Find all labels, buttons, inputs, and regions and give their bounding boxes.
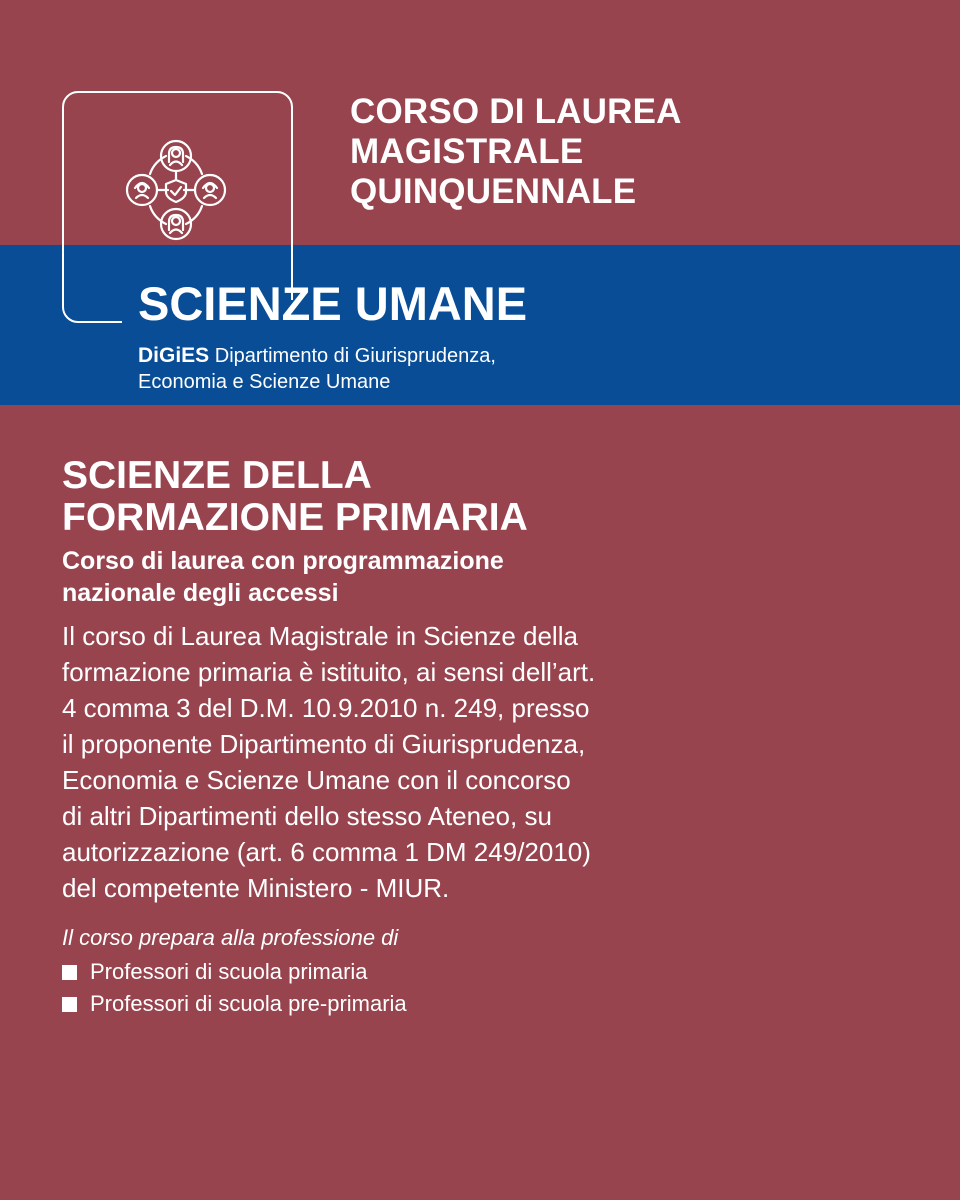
department-name (138, 343, 496, 395)
description-line: Il corso di Laurea Magistrale in Scienze della (62, 621, 578, 651)
square-bullet-icon (62, 965, 77, 980)
list-item (62, 988, 407, 1020)
description-line: formazione primaria è istituito, ai sensi dell’art. (62, 657, 596, 687)
description-line: di altri Dipartimenti dello stesso Ateneo, su (62, 801, 552, 831)
department-name-line: Dipartimento di Giurisprudenza, (209, 345, 496, 367)
people-network-shield-icon (120, 134, 232, 246)
square-bullet-icon (62, 997, 77, 1012)
description-line: del competente Ministero - MIUR. (62, 873, 450, 903)
degree-type-line: CORSO DI LAUREA (350, 92, 682, 131)
area-title: SCIENZE UMANE (138, 277, 528, 330)
course-title-line: FORMAZIONE PRIMARIA (62, 496, 528, 539)
course-subtitle-line: nazionale degli accessi (62, 579, 339, 607)
professions-list (62, 956, 407, 1020)
department-abbr: DiGiES (138, 344, 210, 367)
profession-label: Professori di scuola pre-primaria (90, 991, 407, 1016)
course-description (62, 618, 595, 906)
description-line: autorizzazione (art. 6 comma 1 DM 249/2010) (62, 837, 591, 867)
description-line: Economia e Scienze Umane con il concorso (62, 765, 571, 795)
degree-type-line: QUINQUENNALE (350, 172, 637, 211)
degree-type-line: MAGISTRALE (350, 132, 584, 171)
course-title (62, 455, 528, 539)
list-item (62, 956, 407, 988)
course-title-line: SCIENZE DELLA (62, 454, 372, 497)
description-line: il proponente Dipartimento di Giurisprudenza, (62, 729, 586, 759)
course-subtitle (62, 545, 504, 609)
description-line: 4 comma 3 del D.M. 10.9.2010 n. 249, presso (62, 693, 590, 723)
professions-intro: Il corso prepara alla professione di (62, 925, 399, 950)
profession-label: Professori di scuola primaria (90, 959, 368, 984)
department-name-line: Economia e Scienze Umane (138, 371, 391, 393)
course-subtitle-line: Corso di laurea con programmazione (62, 547, 504, 575)
degree-type-heading (350, 92, 770, 212)
